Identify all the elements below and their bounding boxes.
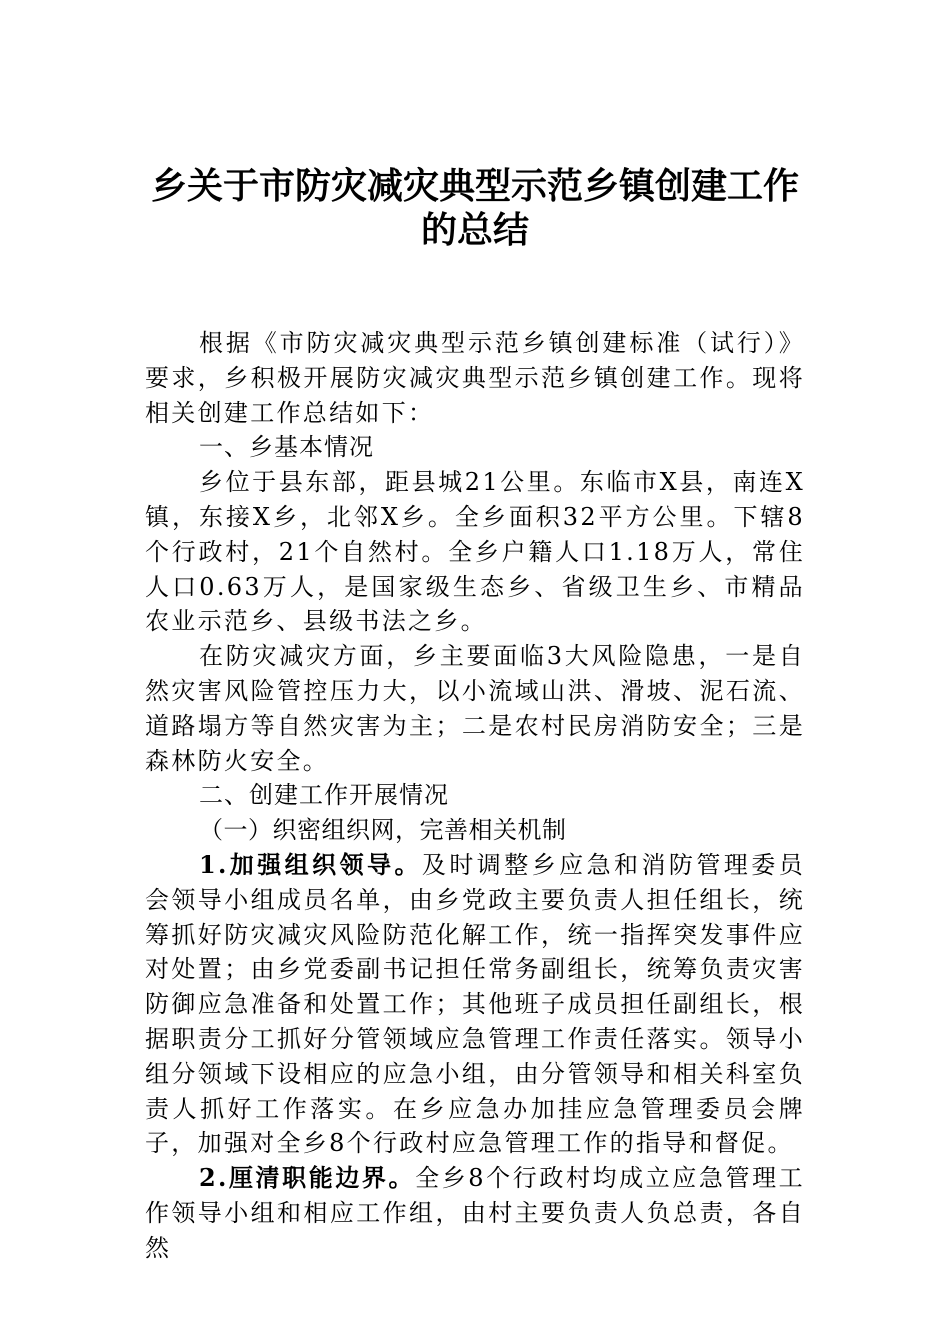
- item-2-lead: 2.厘清职能边界。: [199, 1163, 416, 1193]
- intro-paragraph: 根据《市防灾减灾典型示范乡镇创建标准（试行）》要求，乡积极开展防灾减灾典型示范乡镇创建工作。现将相关创建工作总结如下：: [145, 329, 805, 427]
- section-2-heading: 二、创建工作开展情况: [199, 781, 449, 810]
- section-1-paragraph-2: 在防灾减灾方面，乡主要面临3大风险隐患，一是自然灾害风险管控压力大，以小流域山洪、滑坡、泥石流、道路塌方等自然灾害为主；二是农村民房消防安全；三是森林防火安全。: [145, 642, 805, 775]
- item-1-paragraph: [145, 848, 805, 1161]
- item-2-text: 全乡8个行政村均成立应急管理工作领导小组和相应工作组，由村主要负责人负总责，各自然: [145, 1164, 805, 1262]
- item-1-lead: 1.加强组织领导。: [199, 849, 422, 879]
- section-1-paragraph-1: 乡位于县东部，距县城21公里。东临市X县，南连X镇，东接X乡，北邻X乡。全乡面积32平方公里。下辖8个行政村，21个自然村。全乡户籍人口1.18万人，常住人口0.63万人，是国家级生态乡、省级卫生乡、市精品农业示范乡、县级书法之乡。: [145, 468, 805, 636]
- item-1-text: 及时调整乡应急和消防管理委员会领导小组成员名单，由乡党政主要负责人担任组长，统筹抓好防灾减灾风险防范化解工作，统一指挥突发事件应对处置；由乡党委副书记担任常务副组长，统筹负责灾害防御应急准备和处置工作；其他班子成员担任副组长，根据职责分工抓好分管领域应急管理工作责任落实。领导小组分领域下设相应的应急小组，由分管领导和相关科室负责人抓好工作落实。在乡应急办加挂应急管理委员会牌子，加强对全乡8个行政村应急管理工作的指导和督促。: [145, 850, 805, 1158]
- section-1-heading: 一、乡基本情况: [199, 433, 374, 462]
- document-title-line-2: 的总结: [420, 209, 529, 251]
- subsection-1-heading: （一）织密组织网，完善相关机制: [199, 816, 567, 845]
- document-body: [145, 326, 805, 1266]
- item-2-paragraph: [145, 1161, 805, 1265]
- document-title-line-1: 乡关于市防灾减灾典型示范乡镇创建工作: [150, 165, 799, 207]
